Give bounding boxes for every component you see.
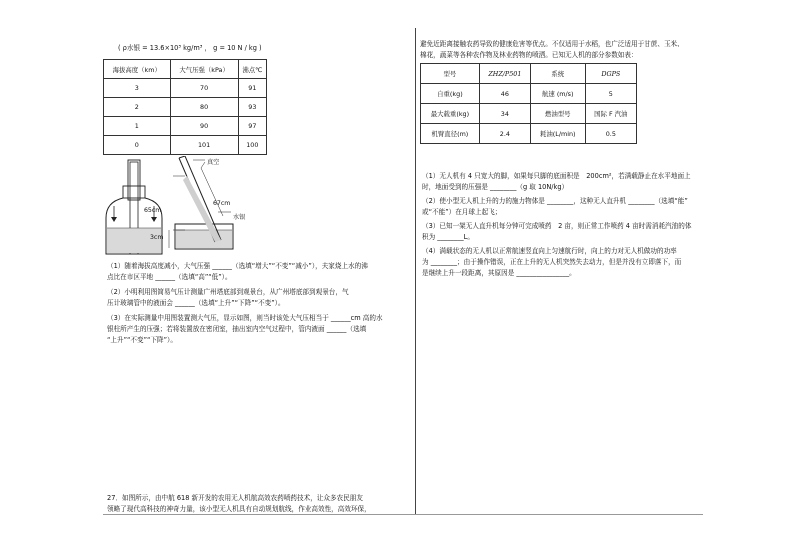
table-cell: 燃油型号 [530, 104, 585, 124]
table-cell: 2.4 [479, 124, 530, 144]
table-cell: 国际 F 汽油 [585, 104, 636, 124]
drone-parameter-table [420, 63, 637, 144]
table-header-row [104, 60, 267, 79]
table-row [421, 64, 637, 84]
question-line: （3）已知一架无人直升机每分钟可完成喷药 2 亩，则正常工作喷药 4 亩时需消耗汽油的体 [422, 222, 692, 230]
intro-line: 避免近距离接触农药导致的健康危害等优点。不仅适用于水稻，也广泛适用于甘蔗、玉米、 [420, 40, 684, 48]
table-cell: 最大载重(kg) [421, 104, 480, 124]
table-row [421, 124, 637, 144]
table-cell: 3 [104, 79, 171, 98]
table-cell: 0.5 [585, 124, 636, 144]
table-row [104, 79, 267, 98]
table-cell: 1 [104, 117, 171, 136]
table-cell: 80 [170, 98, 238, 117]
table-cell: 航速 (m/s) [530, 84, 585, 104]
table-header-cell: 沸点℃ [238, 60, 266, 79]
question-line: 压计玻璃管中的液面会 ______（选填“上升”“下降”“不变”）。 [107, 299, 285, 307]
question-27-line: 27．如图所示，由中航 618 新开发的农用无人机航高效农药喷药技术，让众多农民朋友 [107, 494, 363, 502]
table-cell: 型号 [421, 64, 480, 84]
height-65cm-label: 65cm [144, 207, 162, 214]
table-cell: 97 [238, 117, 266, 136]
question-line: （1）随着海拔高度减小，大气压强 ______（选填“增大”“不变”“减小”），夫家烧上水的沸 [107, 262, 368, 270]
footer-rule [103, 514, 703, 515]
question-27-line: 领略了现代高科技的神奇力量，该小型无人机具有自动规划航线，作业高效性，高效环保， [107, 505, 371, 513]
table-row [421, 84, 637, 104]
question-line: 时，地面受到的压强是 ________（g 取 10N/kg） [422, 183, 569, 191]
table-cell: 自重(kg) [421, 84, 480, 104]
table-cell: 耗油(L/min) [530, 124, 585, 144]
question-line: （1）无人机有 4 只宽大的脚，如果每只脚的底面积是 200cm²，若满载静止在水平地面上 [422, 172, 691, 180]
vacuum-label: 真空 [207, 159, 220, 166]
table-cell: 34 [479, 104, 530, 124]
table-cell: 0 [104, 136, 171, 155]
question-line: 为 ________；由于操作错误，正在上升的无人机突然失去动力，但是并没有立即落下，而 [422, 258, 682, 266]
table-row [104, 136, 267, 155]
column-divider [415, 28, 416, 514]
table-cell: 46 [479, 84, 530, 104]
question-line: （3）在实际测量中用图装置测大气压，显示如图，则当时该处大气压相当于 ______cm 高的水 [107, 314, 383, 322]
constants-note: ( ρ水银 = 13.6×10³ kg/m³ ， g = 10 N / kg ) [118, 44, 262, 52]
torricelli-tube-figure [165, 156, 255, 251]
table-cell: 5 [585, 84, 636, 104]
table-cell: 101 [170, 136, 238, 155]
table-cell: 机臂直径(m) [421, 124, 480, 144]
table-cell: DGPS [585, 64, 636, 84]
question-line: 银柱所产生的压强；若将装置放在密闭室，抽出室内空气过程中，管内液面 ______（选填 [107, 325, 367, 333]
table-cell: 2 [104, 98, 171, 117]
table-row [104, 117, 267, 136]
question-line: （2）使小型无人机上升的力的施力物体是 ________，这种无人直升机 ________（选填“能” [422, 197, 688, 205]
intro-line: 棉花，蔬菜等各种农作物及林业药物的喷洒。已知无人机的部分参数如表： [420, 51, 638, 59]
question-line: 是继续上升一段距离，其原因是 ________________。 [422, 269, 576, 277]
mercury-label: 水银 [233, 214, 246, 221]
table-cell: 70 [170, 79, 238, 98]
altitude-table [103, 59, 267, 155]
length-67cm-label: 67cm [213, 200, 231, 207]
table-cell: 100 [238, 136, 266, 155]
table-cell: 91 [238, 79, 266, 98]
question-line: 积为 ________L。 [422, 233, 474, 241]
table-cell: ZHZ/P501 [479, 64, 530, 84]
question-line: （4）满载状态的无人机以正常航速竖直向上匀速航行时，向上的力对无人机做功的功率 [422, 247, 677, 255]
question-line: 或“不能”）在月球上起飞； [422, 208, 502, 216]
question-line: 点比在市区平地 ______（选填“高”“低”）。 [107, 273, 232, 281]
table-header-cell: 海拔高度（km） [104, 60, 171, 79]
table-row [421, 104, 637, 124]
question-line: （2）小明利用图简易气压计测量广州塔底部到观景台，从广州塔底部到观景台，气 [107, 288, 349, 296]
question-line: “上升”“不变”“下降”）。 [107, 336, 177, 344]
table-cell: 系统 [530, 64, 585, 84]
table-row [104, 98, 267, 117]
table-cell: 90 [170, 117, 238, 136]
table-header-cell: 大气压强（kPa） [170, 60, 238, 79]
table-cell: 93 [238, 98, 266, 117]
height-3cm-label: 3cm [150, 234, 164, 241]
